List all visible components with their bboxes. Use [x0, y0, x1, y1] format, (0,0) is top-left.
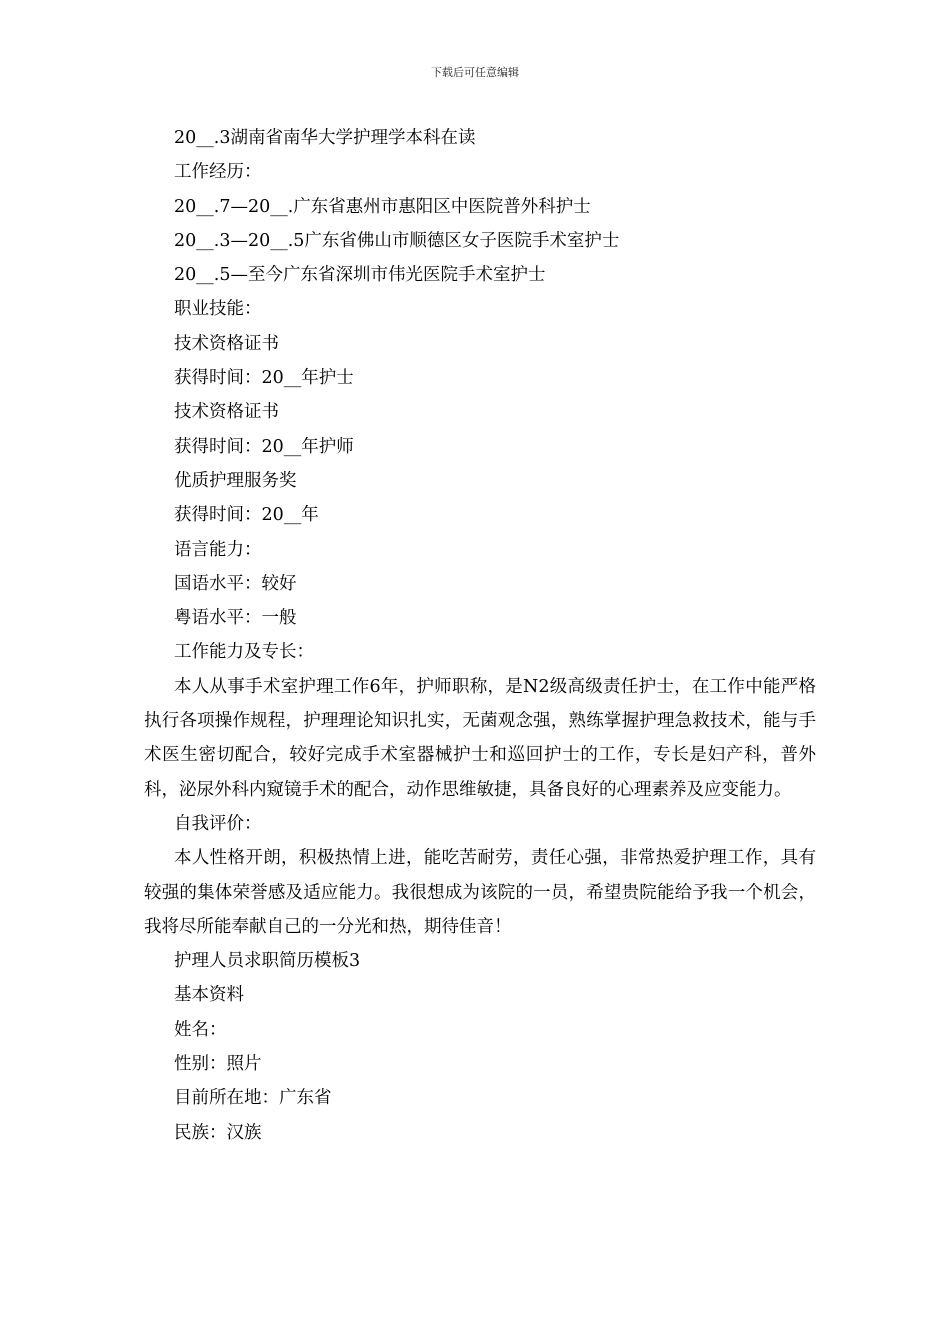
basic-info-heading: 基本资料 — [174, 985, 244, 1006]
work-experience-item: 20__.7—20__.广东省惠州市惠阳区中医院普外科护士 — [174, 196, 591, 217]
work-experience-item: 20__.5—至今广东省深圳市伟光医院手术室护士 — [174, 265, 546, 286]
gender-field: 性别：照片 — [174, 1054, 262, 1075]
award-date: 获得时间：20__年 — [174, 505, 319, 526]
name-field: 姓名： — [174, 1019, 227, 1040]
language-item: 国语水平：较好 — [174, 573, 297, 594]
work-experience-heading: 工作经历： — [174, 162, 262, 183]
document-body — [144, 121, 816, 1150]
language-item: 粤语水平：一般 — [174, 608, 297, 629]
page-header: 下载后可任意编辑 — [431, 66, 519, 79]
self-evaluation-heading: 自我评价： — [174, 813, 262, 834]
education-line: 20__.3湖南省南华大学护理学本科在读 — [174, 128, 476, 148]
ability-paragraph: 本人从事手术室护理工作6年，护师职称，是N2级高级责任护士，在工作中能严格执行各项操作规程，护理理论知识扎实，无菌观念强，熟练掌握护理急救技术，能与手术医生密切配合，较好完成手术室器械护士和巡回护士的工作，专长是妇产科，普外科，泌尿外科内窥镜手术的配合，动作思维敏捷，具备良好的心理素养及应变能力。 — [144, 676, 816, 800]
skill-item: 技术资格证书 — [174, 402, 279, 423]
ethnicity-field: 民族：汉族 — [174, 1122, 262, 1143]
language-heading: 语言能力： — [174, 539, 262, 560]
ability-heading: 工作能力及专长： — [174, 642, 314, 663]
skill-item: 技术资格证书 — [174, 333, 279, 354]
skill-date: 获得时间：20__年护士 — [174, 368, 354, 389]
skill-date: 获得时间：20__年护师 — [174, 436, 354, 457]
work-experience-item: 20__.3—20__.5广东省佛山市顺德区女子医院手术室护士 — [174, 230, 620, 251]
award-item: 优质护理服务奖 — [174, 470, 297, 491]
template-title: 护理人员求职简历模板3 — [174, 951, 361, 972]
location-field: 目前所在地：广东省 — [174, 1088, 332, 1109]
skills-heading: 职业技能： — [174, 299, 262, 320]
self-evaluation-paragraph: 本人性格开朗，积极热情上进，能吃苦耐劳，责任心强，非常热爱护理工作，具有较强的集体荣誉感及适应能力。我很想成为该院的一员，希望贵院能给予我一个机会，我将尽所能奉献自己的一分光和热，期待佳音！ — [144, 848, 816, 937]
